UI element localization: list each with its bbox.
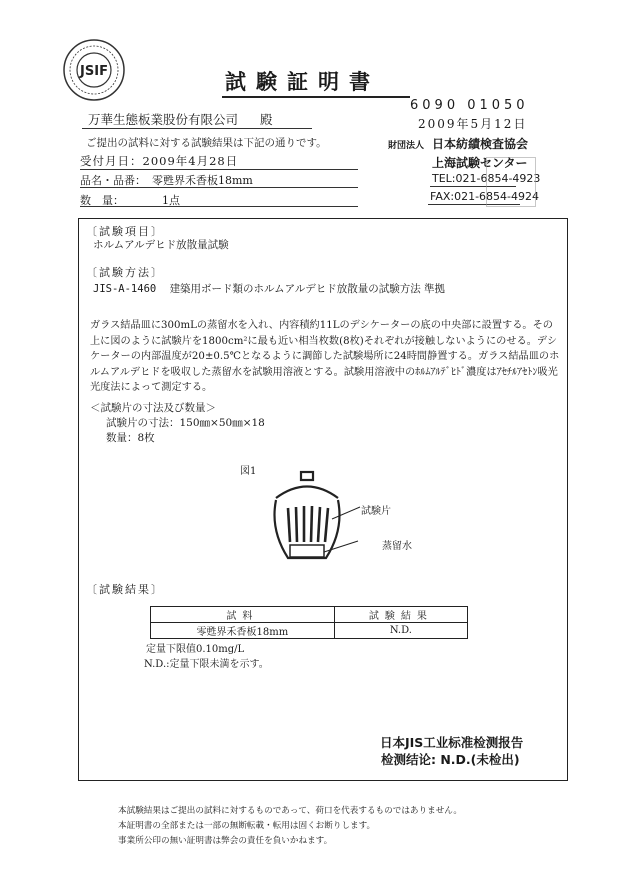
quantity-row: 数 量： 1点	[80, 194, 180, 207]
desiccator-body	[275, 500, 340, 558]
document-number: 6090 01050	[410, 98, 529, 113]
water-dish	[290, 545, 324, 557]
svg-text:JSIF: JSIF	[80, 64, 108, 79]
divider	[80, 169, 358, 170]
specimen-pointer	[332, 507, 360, 519]
desiccator-knob	[301, 472, 313, 480]
received-value: 2009年4月28日	[142, 154, 239, 168]
method-line	[93, 281, 445, 296]
recipient-name: 万華生態板業股份有限公司	[88, 112, 239, 127]
issuer-tel: TEL:021-6854-4923	[432, 172, 541, 185]
results-heading: 〔試験結果〕	[86, 583, 164, 596]
issuer-branch: 上海試験センター	[432, 156, 528, 170]
specimen-plate	[296, 507, 297, 542]
water-pointer	[324, 541, 358, 552]
test-item-text: ホルムアルデヒド放散量試験	[93, 239, 229, 251]
test-item-heading: 〔試験項目〕	[86, 225, 164, 238]
recipient	[88, 110, 273, 128]
method-paragraph: ガラス結晶皿に300mLの蒸留水を入れ、内容積約11Lのデシケーターの底の中央部に設置する。その上に図のように試験片を1800cm²に最も近い相当枚数(8枚)それぞれが接触しないようにのせる。デシケーターの内部温度が20±0.5℃となるように調節した試験場所に24時間静置する。ガラス結晶皿のホルムアルデヒドを吸収した蒸留水を試験用溶液とする。試験用溶液中のﾎﾙﾑｱﾙﾃﾞﾋﾄﾞ濃度はｱｾﾁﾙｱｾﾄﾝ吸光光度法によって測定する。	[90, 320, 560, 393]
official-stamp	[486, 157, 536, 207]
divider	[80, 187, 358, 188]
footer-disclaimer	[118, 804, 462, 849]
specimen-plate	[318, 507, 320, 542]
footer-line: 本証明書の全部または一部の無断転載・転用は固くお断りします。	[118, 821, 376, 831]
limit-note: 定量下限值0.10mg/L	[146, 644, 245, 655]
recipient-underline	[82, 128, 312, 129]
quantity-label: 数 量	[80, 194, 113, 207]
table-row	[151, 623, 468, 639]
desiccator-diagram	[262, 470, 412, 580]
table-header-row	[151, 607, 468, 623]
specimen-heading: ＜試験片の寸法及び数量＞	[90, 402, 216, 414]
divider	[80, 206, 358, 207]
jsif-logo-icon	[62, 38, 126, 102]
issuer-fax: FAX:021-6854-4924	[430, 190, 540, 203]
product-label: 品名・品番	[80, 174, 135, 187]
method-code: JIS-A-1460	[93, 283, 157, 295]
issuer-name: 日本紡績検査協会	[432, 137, 529, 151]
product-value: 零甦界禾香板18mm	[152, 174, 253, 187]
specimen-count: 数量：8枚	[106, 432, 155, 444]
specimen-plate	[325, 508, 328, 542]
table-header-sample: 試料	[151, 607, 335, 623]
intro-text: ご提出の試料に対する試験結果は下記の通りです。	[86, 137, 327, 149]
figure-label: 図1	[240, 466, 257, 477]
results-table	[150, 606, 468, 639]
document-date: 2009年5月12日	[418, 117, 528, 131]
specimen-plate	[311, 506, 312, 542]
desiccator-lid	[276, 487, 338, 499]
chinese-result: 检测结论: N.D.(未检出)	[381, 752, 520, 767]
specimen-plate	[288, 508, 290, 542]
table-cell-sample: 零甦界禾香板18mm	[151, 623, 335, 639]
figure-specimen-label: 試験片	[361, 506, 391, 517]
nd-note: N.D.:定量下限未満を示す。	[144, 659, 269, 670]
figure-water-label: 蒸留水	[382, 541, 412, 552]
method-heading: 〔試験方法〕	[86, 266, 164, 279]
recipient-honorific: 殿	[260, 112, 273, 127]
received-label: 受付月日	[80, 154, 130, 168]
quantity-value: 1点	[162, 194, 180, 207]
issuer-prefix: 財団法人	[388, 141, 425, 151]
product-row: 品名・品番： 零甦界禾香板18mm	[80, 174, 253, 187]
received-date-row: 受付月日：2009年4月28日	[80, 154, 239, 168]
specimen-size: 試験片の寸法：150㎜×50㎜×18	[106, 417, 265, 429]
title-underline	[222, 96, 410, 98]
table-header-result: 試験結果	[334, 607, 467, 623]
table-cell-result: N.D.	[334, 623, 467, 639]
footer-line: 本試験結果はご提出の試料に対するものであって、荷口を代表するものではありません。	[118, 806, 463, 816]
method-name: 建築用ボード類のホルムアルデヒド放散量の試験方法 準拠	[169, 283, 446, 295]
chinese-report-title: 日本JIS工业标准检测报告	[380, 735, 524, 750]
document-title: 試験証明書	[225, 69, 380, 94]
footer-line: 事業所公印の無い証明書は弊会の責任を負いかねます。	[118, 836, 333, 846]
